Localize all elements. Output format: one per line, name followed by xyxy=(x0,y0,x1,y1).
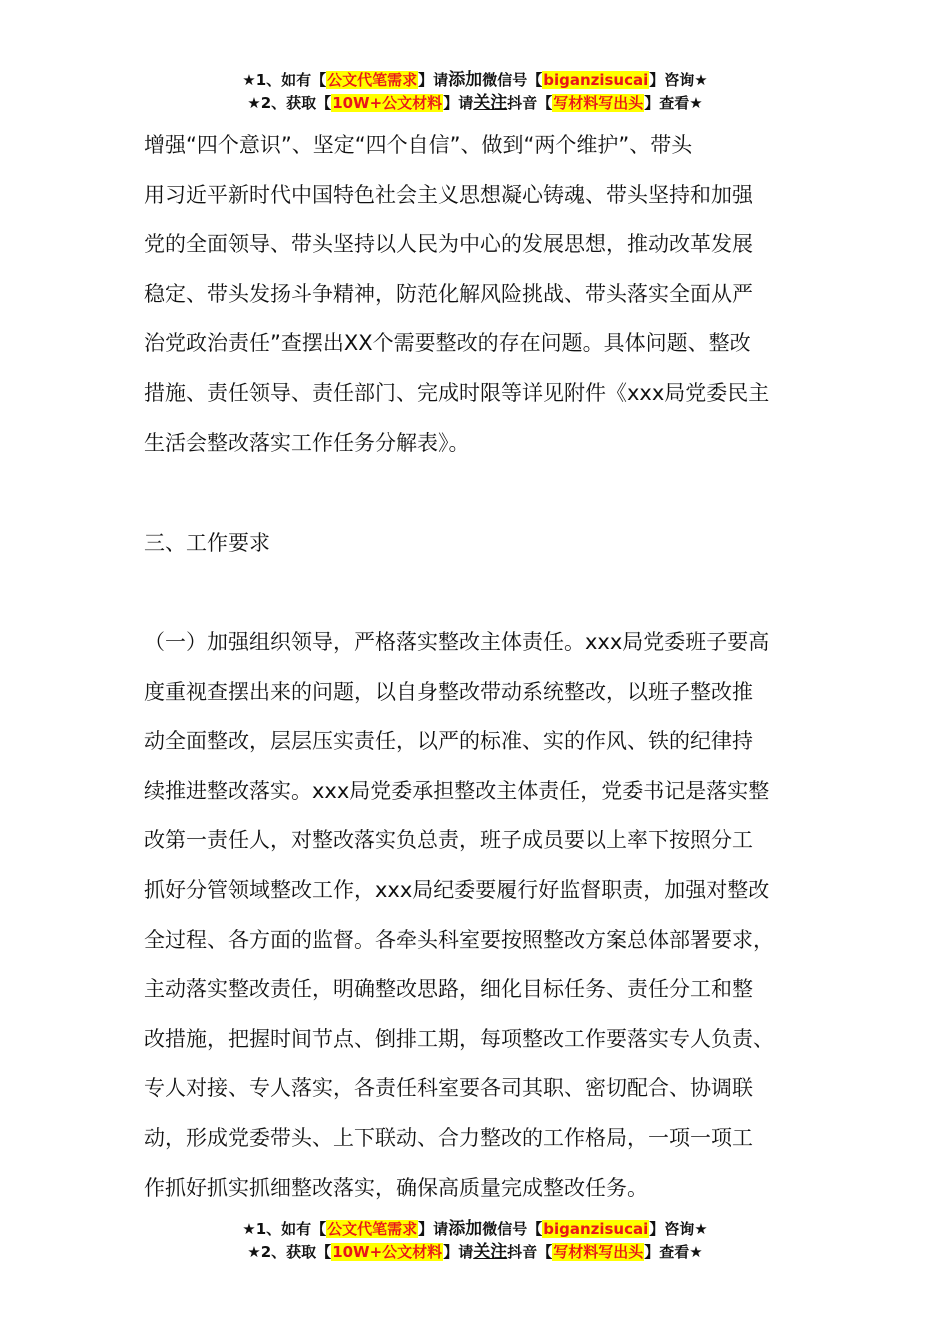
promo-line-2-suffix: 】查看★ xyxy=(644,94,703,112)
promo-line-1-mid2: 添加 xyxy=(448,1219,483,1239)
promo-highlight-wechat: biganzisucai xyxy=(543,1220,649,1238)
paragraph-line: 抓好分管领域整改工作，xxx局纪委要履行好监督职责，加强对整改 xyxy=(144,877,770,902)
promo-line-2-mid2: 关注 xyxy=(473,93,508,113)
paragraph-line: 改第一责任人，对整改落实负总责，班子成员要以上率下按照分工 xyxy=(144,828,753,853)
promo-highlight-service: 公文代笔需求 xyxy=(327,1220,418,1238)
paragraph-line: 动全面整改，层层压实责任，以严的标准、实的作风、铁的纪律持 xyxy=(144,729,753,754)
promo-line-2-mid1: 】请 xyxy=(443,94,474,112)
paragraph-line: 续推进整改落实。xxx局党委承担整改主体责任，党委书记是落实整 xyxy=(144,778,770,803)
promo-banner-bottom xyxy=(0,1218,950,1264)
promo-line-2-prefix: ★2、获取【 xyxy=(247,1243,332,1261)
promo-line-1-prefix: ★1、如有【 xyxy=(242,71,327,89)
promo-line-1-mid1: 】请 xyxy=(418,71,449,89)
promo-line-1-mid1: 】请 xyxy=(418,1220,449,1238)
promo-line-2-suffix: 】查看★ xyxy=(644,1243,703,1261)
paragraph-line: 用习近平新时代中国特色社会主义思想凝心铸魂、带头坚持和加强 xyxy=(144,182,753,207)
promo-line-1-mid3: 微信号【 xyxy=(482,71,543,89)
promo-line-2 xyxy=(0,1241,950,1264)
paragraph-line: （一）加强组织领导，严格落实整改主体责任。xxx局党委班子要高 xyxy=(144,630,770,654)
paragraph-line: 改措施，把握时间节点、倒排工期，每项整改工作要落实专人负责、 xyxy=(144,1026,774,1051)
promo-line-1 xyxy=(0,1218,950,1241)
promo-line-2-mid2: 关注 xyxy=(473,1242,508,1262)
paragraph-line: 增强“四个意识”、坚定“四个自信”、做到“两个维护”、带头 xyxy=(144,133,693,157)
paragraph-line: 措施、责任领导、责任部门、完成时限等详见附件《xxx局党委民主 xyxy=(144,380,770,405)
paragraph-line: 党的全面领导、带头坚持以人民为中心的发展思想，推动改革发展 xyxy=(144,232,753,257)
promo-line-1-suffix: 】咨询★ xyxy=(649,71,708,89)
paragraph-line: 全过程、各方面的监督。各牵头科室要按照整改方案总体部署要求， xyxy=(144,927,774,952)
section-heading xyxy=(144,519,834,569)
paragraph-line: 治党政治责任”查摆出XX个需要整改的存在问题。具体问题、整改 xyxy=(144,331,751,356)
section-heading-text: 三、工作要求 xyxy=(144,531,270,555)
paragraph-line: 作抓好抓实抓细整改落实，确保高质量完成整改任务。 xyxy=(144,1175,648,1200)
promo-banner-top xyxy=(0,69,950,115)
promo-line-2 xyxy=(0,92,950,115)
paragraph-line: 动，形成党委带头、上下联动、合力整改的工作格局，一项一项工 xyxy=(144,1125,753,1150)
promo-line-1-mid2: 添加 xyxy=(448,70,483,90)
paragraph-line: 专人对接、专人落实，各责任科室要各司其职、密切配合、协调联 xyxy=(144,1076,753,1101)
promo-highlight-materials: 10W+公文材料 xyxy=(332,1243,443,1261)
paragraph-line: 稳定、带头发扬斗争精神，防范化解风险挑战、带头落实全面从严 xyxy=(144,281,753,306)
promo-line-2-prefix: ★2、获取【 xyxy=(247,94,332,112)
paragraph-line: 生活会整改落实工作任务分解表》。 xyxy=(144,430,470,455)
promo-highlight-wechat: biganzisucai xyxy=(543,71,649,89)
promo-line-1-mid3: 微信号【 xyxy=(482,1220,543,1238)
promo-highlight-materials: 10W+公文材料 xyxy=(332,94,443,112)
paragraph-line: 度重视查摆出来的问题，以自身整改带动系统整改，以班子整改推 xyxy=(144,679,753,704)
promo-line-1-prefix: ★1、如有【 xyxy=(242,1220,327,1238)
promo-highlight-douyin: 写材料写出头 xyxy=(553,1243,644,1261)
promo-line-1-suffix: 】咨询★ xyxy=(649,1220,708,1238)
paragraph-line: 主动落实整改责任，明确整改思路，细化目标任务、责任分工和整 xyxy=(144,977,753,1002)
promo-line-1 xyxy=(0,69,950,92)
body-paragraph-2 xyxy=(144,618,834,1213)
promo-line-2-mid3: 抖音【 xyxy=(507,94,553,112)
body-paragraph-1 xyxy=(144,121,834,468)
promo-line-2-mid1: 】请 xyxy=(443,1243,474,1261)
promo-highlight-douyin: 写材料写出头 xyxy=(553,94,644,112)
promo-highlight-service: 公文代笔需求 xyxy=(327,71,418,89)
promo-line-2-mid3: 抖音【 xyxy=(507,1243,553,1261)
